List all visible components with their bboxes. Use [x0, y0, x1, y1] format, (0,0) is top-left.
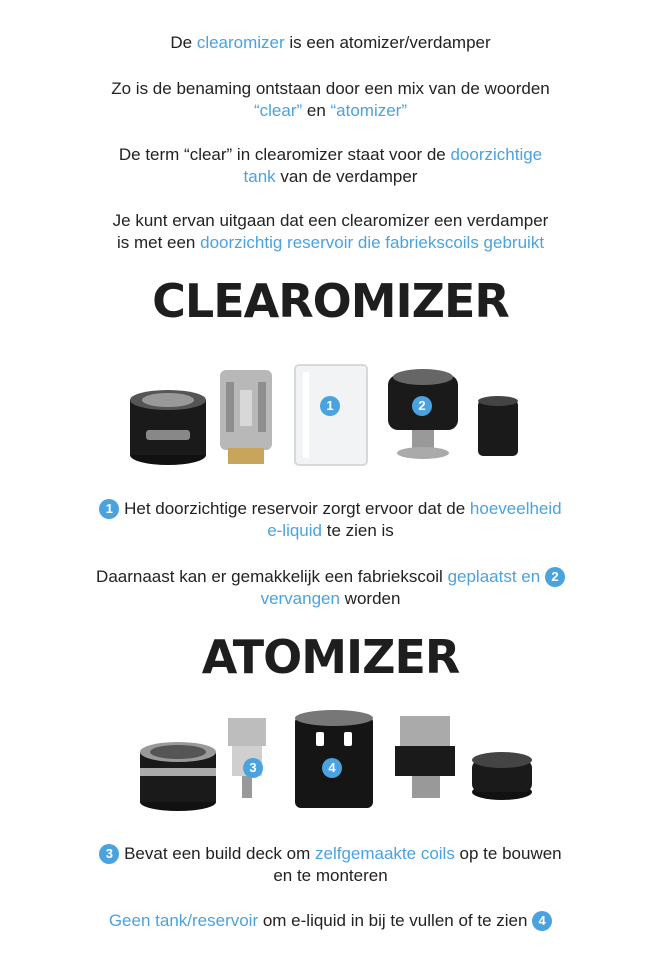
number-badge: 2 [412, 396, 432, 416]
clearomizer-coil-part [220, 370, 272, 464]
atomizer-marker-3 [243, 758, 263, 778]
note-text: Daarnaast kan er gemakkelijk een fabriekscoil [96, 567, 448, 586]
highlight-clearomizer: clearomizer [196, 33, 285, 52]
clearomizer-heading: CLEAROMIZER [152, 274, 509, 328]
clearomizer-note-2 [0, 566, 661, 610]
note-text: te zien is [322, 521, 394, 540]
highlight-geen-tank: Geen tank/reservoir [108, 911, 259, 930]
intro-text: is met een [116, 233, 201, 252]
intro-text: Zo is de benaming ontstaan door een mix van de woorden [111, 79, 550, 98]
intro-line-1 [0, 32, 661, 54]
clearomizer-marker-1 [320, 396, 340, 416]
highlight-hoeveelheid: hoeveelheid [469, 499, 562, 518]
clearomizer-drip-tip [478, 396, 518, 456]
intro-text: is een atomizer/verdamper [284, 33, 491, 52]
intro-paragraph-2 [0, 78, 661, 122]
intro-paragraph-4 [0, 210, 661, 254]
intro-paragraph-3 [0, 144, 661, 188]
clearomizer-base-part [130, 390, 206, 465]
highlight-clear: “clear” [253, 101, 303, 120]
note-text: en te monteren [273, 866, 388, 885]
atomizer-marker-4 [322, 758, 342, 778]
intro-text: Je kunt ervan uitgaan dat een clearomizer een verdamper [112, 211, 549, 230]
number-badge: 4 [532, 911, 552, 931]
note-text: worden [339, 589, 401, 608]
number-badge: 4 [322, 758, 342, 778]
note-text: om e-liquid in bij te vullen of te zien [258, 911, 533, 930]
atomizer-base-part [140, 742, 216, 811]
highlight-tank: tank [243, 167, 276, 186]
highlight-e-liquid: e-liquid [267, 521, 322, 540]
clearomizer-note-1 [0, 498, 661, 542]
intro-text: De [170, 33, 197, 52]
intro-text: De term “clear” in clearomizer staat voor de [118, 145, 451, 164]
highlight-zelfgemaakte-coils: zelfgemaakte coils [314, 844, 455, 863]
clearomizer-parts-image [120, 360, 540, 475]
note-text: Bevat een build deck om [119, 844, 315, 863]
intro-text: van de verdamper [275, 167, 418, 186]
number-badge: 1 [320, 396, 340, 416]
highlight-atomizer: “atomizer” [330, 101, 408, 120]
number-badge: 2 [545, 567, 565, 587]
atomizer-top-part [395, 716, 455, 798]
note-text: Het doorzichtige reservoir zorgt ervoor dat de [119, 499, 470, 518]
highlight-reservoir: doorzichtig reservoir die fabriekscoils gebruikt [200, 233, 545, 252]
clearomizer-marker-2 [412, 396, 432, 416]
highlight-vervangen: vervangen [260, 589, 340, 608]
number-badge: 3 [243, 758, 263, 778]
intro-text: en [302, 101, 331, 120]
atomizer-note-4 [0, 910, 661, 932]
atomizer-note-3 [0, 843, 661, 887]
highlight-doorzichtige: doorzichtige [450, 145, 543, 164]
atomizer-heading: ATOMIZER [201, 630, 460, 684]
atomizer-drip-tip [472, 752, 532, 800]
note-text: op te bouwen [454, 844, 562, 863]
number-badge: 3 [99, 844, 119, 864]
highlight-geplaatst: geplaatst en [447, 567, 541, 586]
number-badge: 1 [99, 499, 119, 519]
